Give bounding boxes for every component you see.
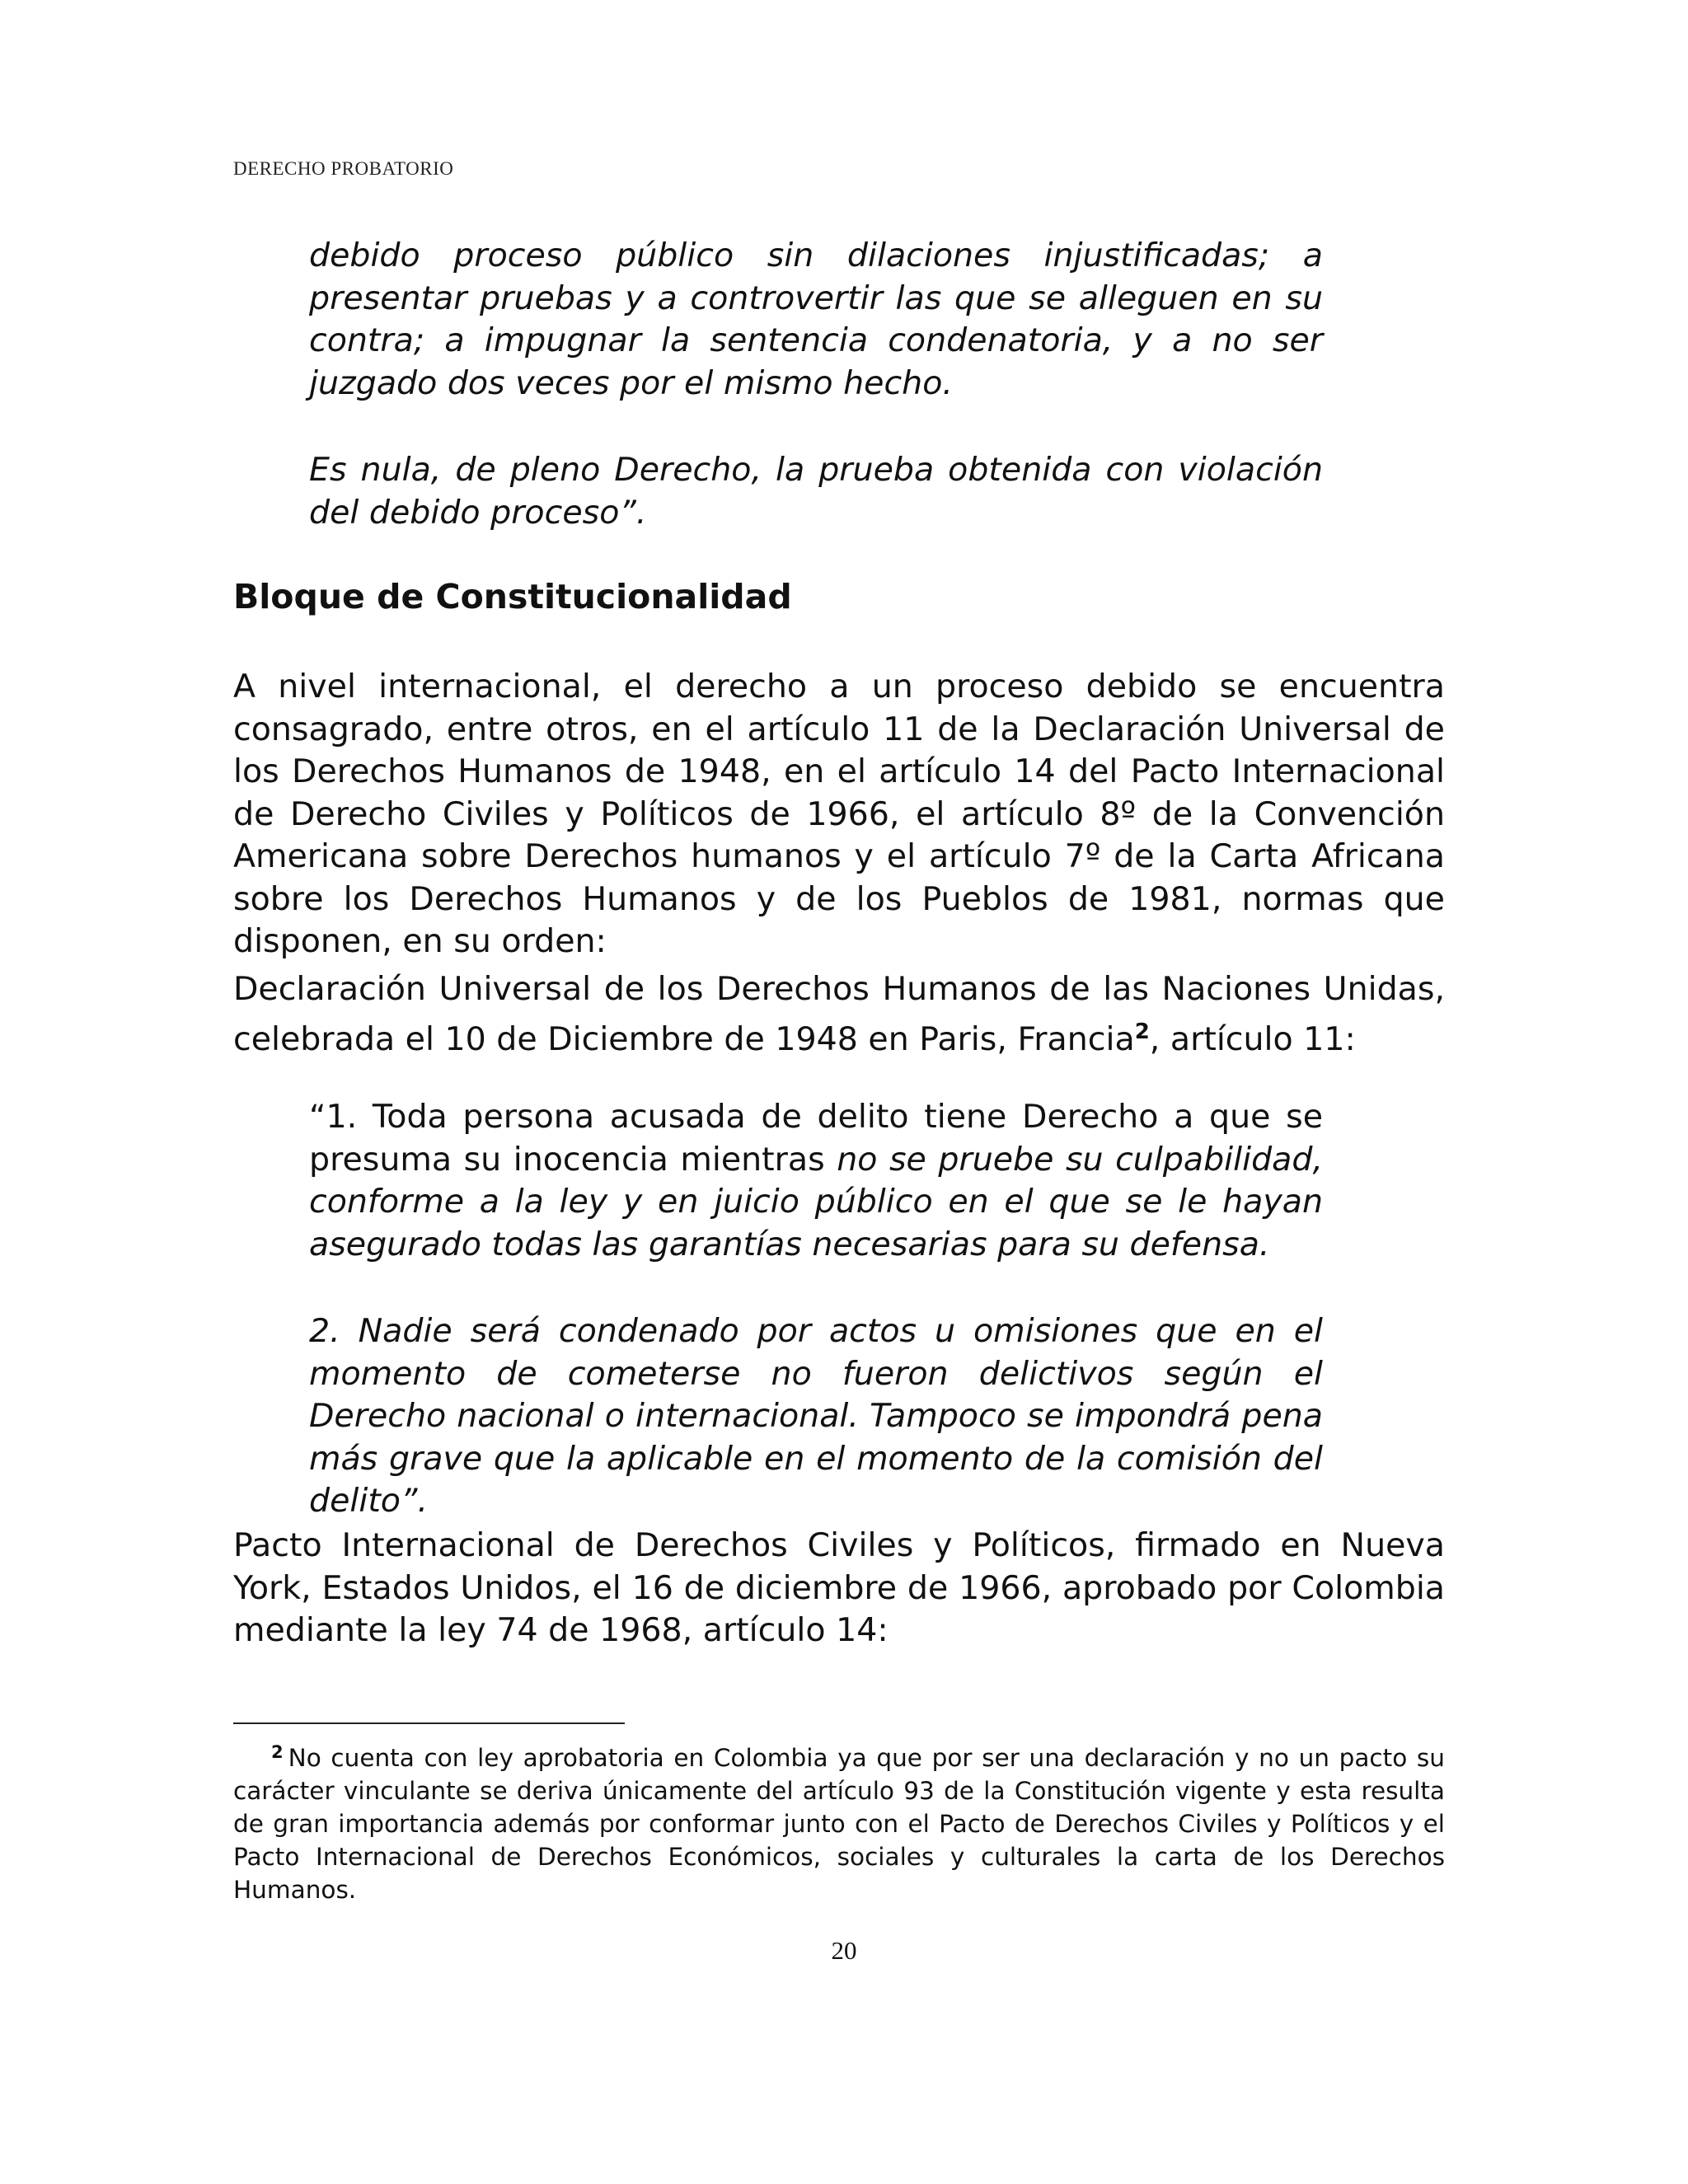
body-paragraph-2 — [233, 968, 1445, 1061]
footnote-reference: 2 — [1134, 1019, 1150, 1044]
article-11-item-1-italic: no se pruebe su culpabilidad, conforme a la ley y en juicio público en el que se le hayan asegurado todas las garantías necesarias para su defensa. — [309, 1140, 1324, 1263]
footnote — [233, 1736, 1445, 1906]
quote-top-paragraph-1: debido proceso público sin dilaciones injustificadas; a presentar pruebas y a controvertir las que se alleguen en su contra; a impugnar la sentencia condenatoria, y a no ser juzgado dos veces por el mismo hecho. — [309, 237, 1323, 402]
body-paragraph-2-text: Declaración Universal de los Derechos Humanos de las Naciones Unidas, celebrada el 10 de Diciembre de 1948 en Paris, Francia — [233, 970, 1445, 1058]
running-header: DERECHO PROBATORIO — [233, 158, 454, 179]
footnote-text: No cuenta con ley aprobatoria en Colombia ya que por ser una declaración y no un pacto su carácter vinculante se deriva únicamente del artículo 93 de la Constitución vigente y esta resulta de gran importancia además por conformar junto con el Pacto de Derechos Civiles y Políticos y el Pacto Internacional de Derechos Económicos, sociales y culturales la carta de los Derechos Humanos. — [233, 1744, 1445, 1904]
footnote-mark: 2 — [271, 1742, 284, 1762]
article-11-item-2: 2. Nadie será condenado por actos u omisiones que en el momento de cometerse no fueron delictivos según el Derecho nacional o internacional. Tampoco se impondrá pena más grave que la aplicable en el momento de la comisión del delito”. — [309, 1312, 1323, 1520]
article-11-item-1-plain: “1. Toda persona acusada de delito tiene Derecho a que se presuma su inocencia mientras — [309, 1098, 1323, 1179]
section-heading: Bloque de Constitucionalidad — [233, 577, 792, 616]
body-paragraph-1: A nivel internacional, el derecho a un proceso debido se encuentra consagrado, entre otros, en el artículo 11 de la Declaración Universal de los Derechos Humanos de 1948, en el artículo 14 del Pacto Internacional de Derecho Civiles y Políticos de 1966, el artículo 8º de la Convención Americana sobre Derechos humanos y el artículo 7º de la Carta Africana sobre los Derechos Humanos y de los Pueblos de 1981, normas que disponen, en su orden: — [233, 668, 1445, 960]
article-11-item-1 — [309, 1096, 1323, 1266]
quote-top-paragraph-2: Es nula, de pleno Derecho, la prueba obtenida con violación del debido proceso”. — [309, 451, 1323, 532]
page-number: 20 — [831, 1936, 857, 1965]
body-paragraph-2-tail: , artículo 11: — [1149, 1019, 1356, 1058]
footnote-divider — [233, 1722, 625, 1724]
body-paragraph-3: Pacto Internacional de Derechos Civiles y Políticos, firmado en Nueva York, Estados Unidos, el 16 de diciembre de 1966, aprobado por Colombia mediante la ley 74 de 1968, artículo 14: — [233, 1526, 1445, 1649]
